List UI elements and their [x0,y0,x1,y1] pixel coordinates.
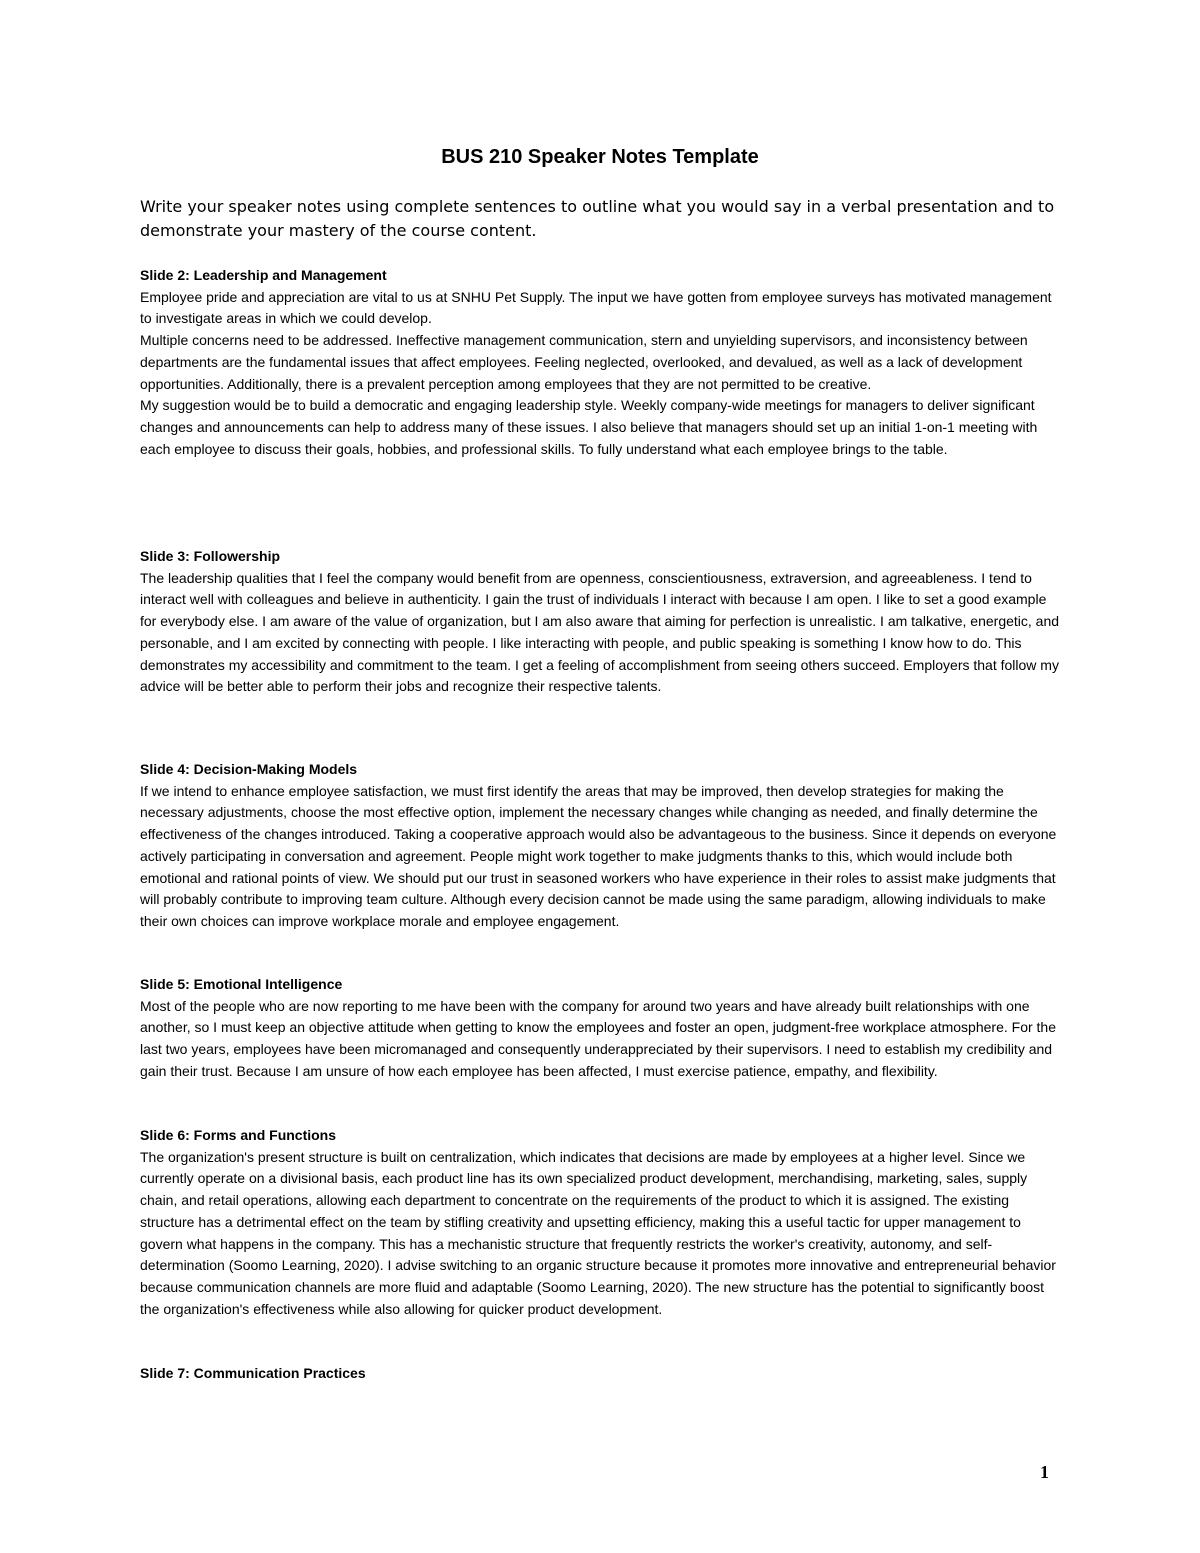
paragraph: Employee pride and appreciation are vital to us at SNHU Pet Supply. The input we have gotten from employee surveys has motivated management to investigate areas in which we could develop. [140,288,1052,327]
document-title: BUS 210 Speaker Notes Template [441,146,759,168]
paragraph: If we intend to enhance employee satisfaction, we must first identify the areas that may be improved, then develop strategies for making the necessary adjustments, choose the most effective option, implement the necessary changes while changing as needed, and finally determine the effectiveness of the changes introduced. Taking a cooperative approach would also be advantageous to the business. Since it depends on everyone actively participating in conversation and agreement. People might work together to make judgments thanks to this, which would include both emotional and rational points of view. We should put our trust in seasoned workers who have experience in their roles to assist make judgments that will probably contribute to improving team culture. Although every decision cannot be made using the same paradigm, allowing individuals to make their own choices can improve workplace morale and employee engagement. [140,782,1057,929]
section-body [140,781,1062,933]
section-heading: Slide 3: Followership [140,548,281,564]
section-slide-4 [140,759,1062,933]
paragraph: The organization's present structure is built on centralization, which indicates that decisions are made by employees at a higher level. Since we currently operate on a divisional basis, each product line has its own specialized product development, merchandising, marketing, sales, supply chain, and retail operations, allowing each department to concentrate on the requirements of the product to which it is assigned. The existing structure has a detrimental effect on the team by stifling creativity and upsetting efficiency, making this a useful tactic for upper management to govern what happens in the company. This has a mechanistic structure that frequently restricts the worker's creativity, autonomy, and self-determination (Soomo Learning, 2020). I advise switching to an organic structure because it promotes more innovative and entrepreneurial behavior because communication channels are more fluid and adaptable (Soomo Learning, 2020). The new structure has the potential to significantly boost the organization's effectiveness while also allowing for quicker product development. [140,1148,1056,1317]
section-body [140,996,1062,1083]
paragraph: Most of the people who are now reporting to me have been with the company for around two years and have already built relationships with one another, so I must keep an objective attitude when getting to know the employees and foster an open, judgment-free workplace atmosphere. For the last two years, employees have been micromanaged and consequently underappreciated by their supervisors. I need to establish my credibility and gain their trust. Because I am unsure of how each employee has been affected, I must exercise patience, empathy, and flexibility. [140,997,1056,1079]
section-heading: Slide 4: Decision-Making Models [140,761,358,777]
page-number: 1 [1040,1462,1049,1482]
paragraph: My suggestion would be to build a democratic and engaging leadership style. Weekly company-wide meetings for managers to deliver significant changes and announcements can help to address many of these issues. I also believe that managers should set up an initial 1-on-1 meeting with each employee to discuss their goals, hobbies, and professional skills. To fully understand what each employee brings to the table. [140,397,1038,457]
section-slide-3 [140,546,1062,698]
paragraph: The leadership qualities that I feel the company would benefit from are openness, conscientiousness, extraversion, and agreeableness. I tend to interact well with colleagues and believe in authenticity. I gain the trust of individuals I interact with because I am open. I like to set a good example for everybody else. I am aware of the value of organization, but I am also aware that aiming for perfection is unrealistic. I am talkative, energetic, and personable, and I am excited by connecting with people. I like interacting with people, and public speaking is something I know how to do. This demonstrates my accessibility and commitment to the team. I get a feeling of accomplishment from seeing others succeed. Employers that follow my advice will be better able to perform their jobs and recognize their respective talents. [140,569,1060,695]
section-body [140,1147,1062,1321]
section-slide-7 [140,1363,1062,1385]
section-body [140,568,1062,698]
section-heading: Slide 2: Leadership and Management [140,267,387,283]
section-slide-6 [140,1125,1062,1320]
intro-instructions: Write your speaker notes using complete sentences to outline what you would say in a verbal presentation and to demonstrate your mastery of the course content. [140,197,1055,240]
paragraph: Multiple concerns need to be addressed. Ineffective management communication, stern and unyielding supervisors, and inconsistency between departments are the fundamental issues that affect employees. Feeling neglected, overlooked, and devalued, as well as a lack of development opportunities. Additionally, there is a prevalent perception among employees that they are not permitted to be creative. [140,332,1028,392]
section-heading: Slide 6: Forms and Functions [140,1127,337,1143]
section-slide-2 [140,265,1062,460]
section-slide-5 [140,974,1062,1083]
section-body [140,287,1062,461]
section-heading: Slide 5: Emotional Intelligence [140,976,343,992]
section-heading: Slide 7: Communication Practices [140,1365,366,1381]
